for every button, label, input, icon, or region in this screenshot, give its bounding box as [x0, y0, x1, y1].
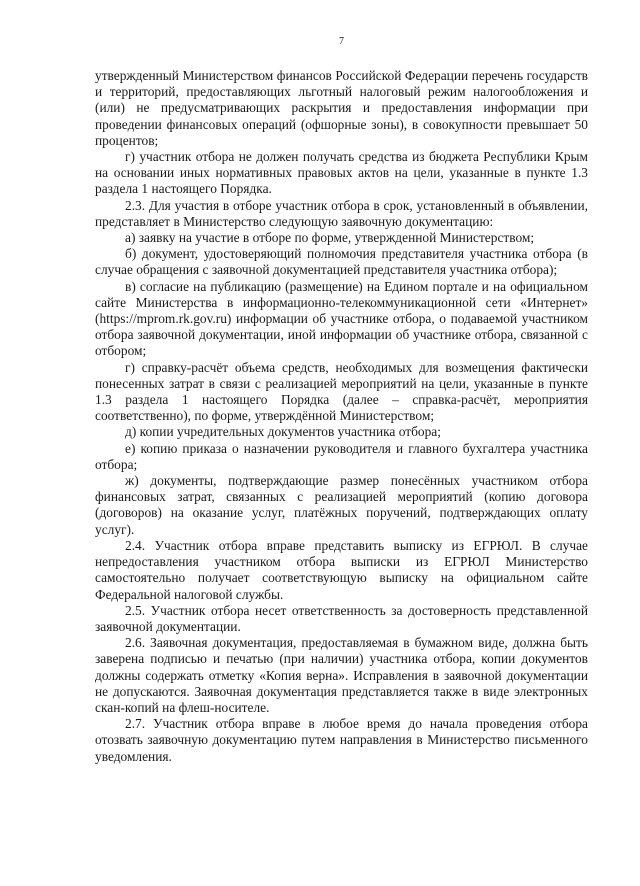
document-body: [95, 68, 588, 765]
paragraph: г) справку-расчёт объема средств, необходимых для возмещения фактически понесенных затрат в связи с реализацией мероприятий на цели, указанные в пункте 1.3 раздела 1 настоящего Порядка (далее – справка-расчёт, мероприятия соответственно), по форме, утверждённой Министерством;: [95, 359, 588, 424]
paragraph: 2.3. Для участия в отборе участник отбора в срок, установленный в объявлении, представляет в Министерство следующую заявочную документацию:: [95, 197, 588, 229]
paragraph: 2.7. Участник отбора вправе в любое время до начала проведения отбора отозвать заявочную документацию путем направления в Министерство письменного уведомления.: [95, 716, 588, 764]
paragraph: 2.4. Участник отбора вправе представить выписку из ЕГРЮЛ. В случае непредоставления участником отбора выписки из ЕГРЮЛ Министерство самостоятельно получает соответствующую выписку на официальном сайте Федеральной налоговой службы.: [95, 537, 588, 602]
paragraph: ж) документы, подтверждающие размер понесённых участником отбора финансовых затрат, связанных с реализацией мероприятий (копию договора (договоров) на оказание услуг, платёжных поручений, подтверждающих оплату услуг).: [95, 473, 588, 537]
paragraph: 2.6. Заявочная документация, предоставляемая в бумажном виде, должна быть заверена подписью и печатью (при наличии) участника отбора, копии документов должны содержать отметку «Копия верна». Исправления в заявочной документации не допускаются. Заявочная документация представляется также в виде электронных скан-копий на флеш-носителе.: [95, 635, 588, 715]
page-number: 7: [339, 36, 344, 47]
paragraph: д) копии учредительных документов участника отбора;: [125, 424, 441, 440]
paragraph: а) заявку на участие в отборе по форме, утвержденной Министерством;: [125, 230, 535, 246]
paragraph: 2.5. Участник отбора несет ответственность за достоверность представленной заявочной документации.: [95, 602, 588, 634]
paragraph: утвержденный Министерством финансов Российской Федерации перечень государств и территорий, предоставляющих льготный налоговый режим налогообложения и (или) не предусматривающих раскрытия и предоставления информации при проведении финансовых операций (офшорные зоны), в совокупности превышает 50 процентов;: [95, 68, 588, 148]
paragraph: г) участник отбора не должен получать средства из бюджета Республики Крым на основании иных нормативных правовых актов на цели, указанные в пункте 1.3 раздела 1 настоящего Порядка.: [95, 149, 588, 197]
paragraph: е) копию приказа о назначении руководителя и главного бухгалтера участника отбора;: [95, 440, 588, 472]
paragraph: б) документ, удостоверяющий полномочия представителя участника отбора (в случае обращения с заявочной документацией представителя участника отбора);: [95, 246, 588, 278]
paragraph: в) согласие на публикацию (размещение) на Едином портале и на официальном сайте Министерства в информационно-телекоммуникационной сети «Интернет» (https://mprom.rk.gov.ru) информации об участнике отбора, о подаваемой участником отбора заявочной документации, иной информации об участнике отбора, связанной с отбором;: [95, 278, 588, 359]
